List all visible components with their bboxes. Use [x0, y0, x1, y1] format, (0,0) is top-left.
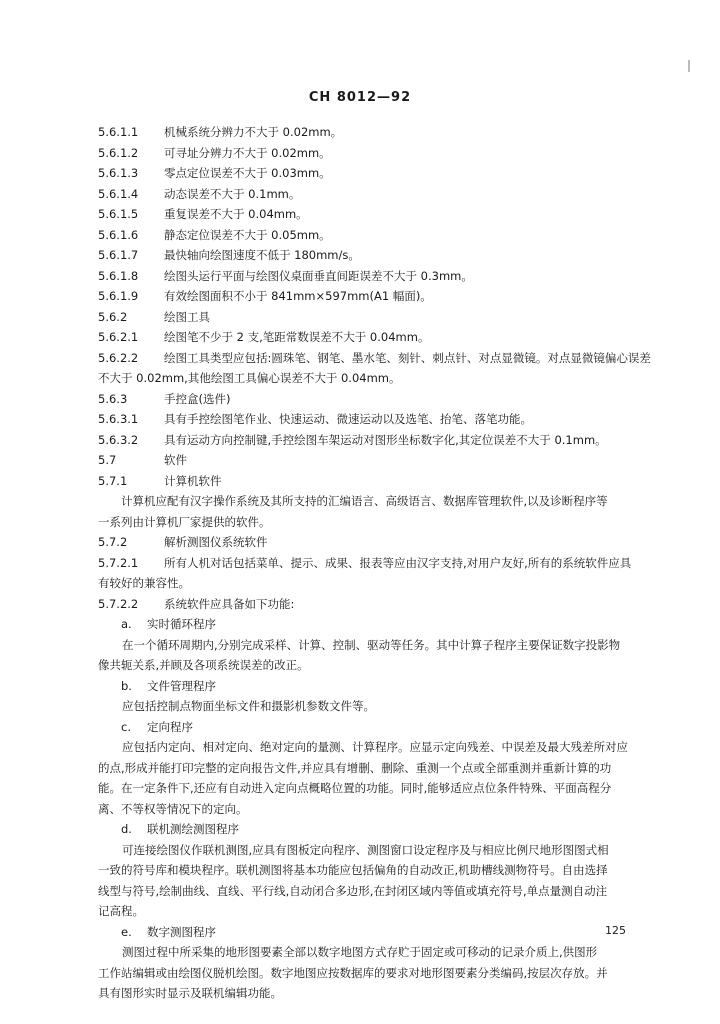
clause-text: 计算机应配有汉字操作系统及其所支持的汇编语言、高级语言、数据库管理软件,以及诊断程序等	[121, 494, 608, 508]
clause-text: 离、不等权等情况下的定向。	[98, 801, 248, 816]
text-line	[98, 409, 658, 430]
text-line	[98, 901, 658, 922]
scan-edge-mark	[688, 60, 690, 72]
text-line	[98, 471, 658, 492]
clause-number: 5.7.1	[98, 473, 128, 488]
text-line	[98, 758, 658, 779]
clause-text: 绘图工具类型应包括:圆珠笔、钢笔、墨水笔、刻针、刺点针、对点显微镜。对点显微镜偏心误差	[164, 350, 651, 365]
text-line	[98, 122, 658, 143]
clause-text: 手控盒(选件)	[164, 391, 231, 406]
text-line	[98, 942, 658, 963]
clause-text: 应包括内定向、相对定向、绝对定向的量测、计算程序。应显示定向残差、中误差及最大残差所对应	[122, 740, 628, 754]
text-line	[98, 922, 658, 943]
item-letter: b.	[121, 678, 132, 693]
item-letter: a.	[121, 617, 132, 631]
text-line	[98, 266, 658, 287]
clause-text: 绘图笔不少于 2 支,笔距常数误差不大于 0.04mm。	[164, 330, 430, 344]
text-line	[98, 860, 658, 881]
clause-number: 5.6.1.1	[98, 125, 139, 139]
clause-text: 线型与符号,绘制曲线、直线、平行线,自动闭合多边形,在封闭区域内等值或填充符号,单点量测自动注	[98, 883, 608, 898]
text-line	[98, 491, 658, 512]
text-line	[98, 348, 658, 369]
clause-text: 具有手控绘图笔作业、快速运动、微速运动以及选笔、抬笔、落笔功能。	[164, 412, 532, 426]
page-number: 125	[605, 924, 626, 937]
clause-number: 5.6.2.1	[98, 330, 139, 344]
clause-text: 文件管理程序	[147, 678, 216, 693]
text-line	[98, 778, 658, 799]
text-line	[98, 368, 658, 389]
clause-number: 5.6.2.2	[98, 350, 139, 365]
text-line	[98, 307, 658, 328]
clause-number: 5.7	[98, 453, 117, 467]
clause-text: 一系列由计算机厂家提供的软件。	[98, 514, 271, 529]
text-line	[98, 204, 658, 225]
clause-text: 的点,形成并能打印完整的定向报告文件,并应具有增删、删除、重测一个点或全部重测并重新计算的功	[98, 760, 612, 775]
text-line	[98, 635, 658, 656]
clause-text: 有较好的兼容性。	[98, 576, 190, 590]
text-line	[98, 245, 658, 266]
clause-number: 5.7.2.1	[98, 555, 139, 570]
clause-text: 解析测图仪系统软件	[164, 535, 268, 549]
clause-number: 5.6.3.2	[98, 432, 139, 447]
clause-text: 软件	[164, 453, 187, 467]
clause-text: 静态定位误差不大于 0.05mm。	[164, 227, 331, 242]
clause-text: 记高程。	[98, 904, 144, 918]
clause-text: 定向程序	[147, 719, 193, 734]
clause-number: 5.7.2	[98, 535, 128, 549]
clause-text: 机械系统分辨力不大于 0.02mm。	[164, 125, 343, 139]
text-line	[98, 594, 658, 615]
item-letter: c.	[121, 719, 131, 734]
text-line	[98, 881, 658, 902]
clause-text: 工作站编辑或由绘图仪脱机绘图。数字地图应按数据库的要求对地形图要素分类编码,按层次存放。并	[98, 965, 608, 980]
clause-text: 具有运动方向控制键,手控绘图车架运动对图形坐标数字化,其定位误差不大于 0.1mm。	[164, 432, 607, 447]
clause-number: 5.6.1.9	[98, 289, 139, 303]
text-line	[98, 286, 658, 307]
clause-text: 可寻址分辨力不大于 0.02mm。	[164, 145, 331, 160]
clause-number: 5.6.1.5	[98, 207, 139, 221]
clause-number: 5.6.1.3	[98, 166, 139, 180]
clause-number: 5.6.3.1	[98, 412, 139, 426]
text-line	[98, 512, 658, 533]
text-line	[98, 327, 658, 348]
clause-number: 5.7.2.2	[98, 596, 139, 611]
text-line	[98, 840, 658, 861]
text-line	[98, 553, 658, 574]
clause-text: 动态误差不大于 0.1mm。	[164, 186, 301, 201]
text-line	[98, 799, 658, 820]
text-line	[98, 737, 658, 758]
text-line	[98, 532, 658, 553]
text-line	[98, 450, 658, 471]
clause-number: 5.6.3	[98, 391, 128, 406]
clause-text: 计算机软件	[164, 473, 222, 488]
clause-text: 一致的符号库和模块程序。联机测图将基本功能应包括偏角的自动改正,机助槽线测物符号。自由选择	[98, 863, 608, 877]
clause-text: 数字测图程序	[147, 924, 216, 939]
text-line	[98, 963, 658, 984]
text-line	[98, 225, 658, 246]
clause-text: 应包括控制点物面坐标文件和摄影机参数文件等。	[122, 699, 375, 713]
text-line	[98, 163, 658, 184]
clause-text: 能。在一定条件下,还应有自动进入定向点概略位置的功能。同时,能够适应点位条件特殊、平面高程分	[98, 781, 612, 795]
item-letter: d.	[121, 822, 132, 836]
clause-text: 像共轭关系,并顾及各项系统误差的改正。	[98, 658, 309, 672]
clause-number: 5.6.2	[98, 309, 128, 324]
text-line	[98, 573, 658, 594]
clause-text: 不大于 0.02mm,其他绘图工具偏心误差不大于 0.04mm。	[98, 371, 401, 385]
clause-text: 所有人机对话包括菜单、提示、成果、报表等应由汉字支持,对用户友好,所有的系统软件应具	[164, 555, 632, 570]
clause-text: 测图过程中所采集的地形图要素全部以数字地图方式存贮于固定或可移动的记录介质上,供图形	[122, 945, 598, 959]
text-line	[98, 655, 658, 676]
text-line	[98, 696, 658, 717]
clause-text: 绘图工具	[164, 309, 210, 324]
clause-number: 5.6.1.8	[98, 268, 139, 283]
clause-text: 绘图头运行平面与绘图仪桌面垂直间距误差不大于 0.3mm。	[164, 268, 473, 283]
text-line	[98, 983, 658, 1004]
clause-text: 系统软件应具备如下功能:	[164, 596, 295, 611]
standard-header: CH 8012—92	[308, 90, 412, 105]
clause-number: 5.6.1.7	[98, 248, 139, 262]
item-letter: e.	[121, 924, 132, 939]
clause-text: 有效绘图面积不小于 841mm×597mm(A1 幅面)。	[164, 289, 432, 303]
clause-text: 联机测绘测图程序	[147, 822, 239, 836]
clause-number: 5.6.1.2	[98, 145, 139, 160]
clause-text: 最快轴向绘图速度不低于 180mm/s。	[164, 248, 360, 262]
clause-text: 实时循环程序	[147, 617, 216, 631]
text-line	[98, 614, 658, 635]
clause-text: 零点定位误差不大于 0.03mm。	[164, 166, 331, 180]
clause-text: 重复误差不大于 0.04mm。	[164, 207, 308, 221]
clause-text: 具有图形实时显示及联机编辑功能。	[98, 986, 282, 1000]
text-line	[98, 430, 658, 451]
text-line	[98, 676, 658, 697]
clause-text: 在一个循环周期内,分别完成采样、计算、控制、驱动等任务。其中计算子程序主要保证数字投影物	[122, 637, 621, 652]
text-line	[98, 717, 658, 738]
clause-text: 可连接绘图仪作联机测图,应具有图板定向程序、测图窗口设定程序及与相应比例尺地形图图式相	[122, 842, 609, 857]
text-line	[98, 143, 658, 164]
text-line	[98, 389, 658, 410]
text-line	[98, 184, 658, 205]
clause-number: 5.6.1.6	[98, 227, 139, 242]
clause-number: 5.6.1.4	[98, 186, 139, 201]
document-body	[98, 122, 658, 1004]
text-line	[98, 819, 658, 840]
